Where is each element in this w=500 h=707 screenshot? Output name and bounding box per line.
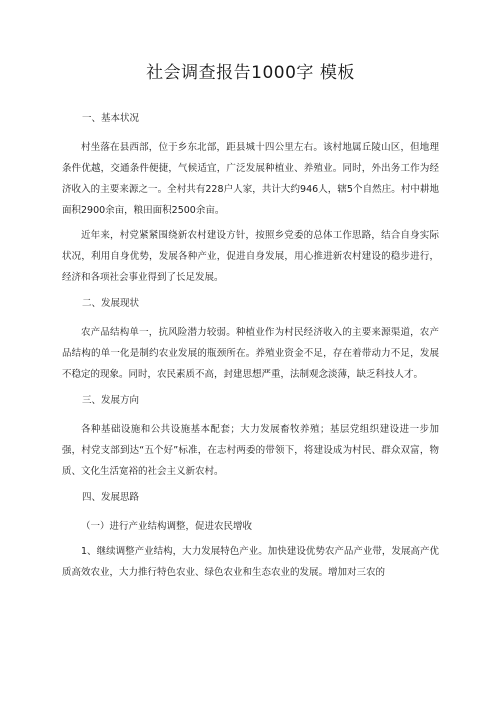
paragraph: 1、继续调整产业结构，大力发展特色产业。加快建设优势农产品产业带，发展高产优质高效农业，大力推行特色农业、绿色农业和生态农业的发展。增加对三农的 [62,546,439,578]
section-development-status [62,297,439,385]
section-heading: 一、基本状况 [82,113,140,124]
section-development-direction [62,394,439,482]
section-heading: 二、发展现状 [82,298,140,309]
document-title: 社会调查报告1000字 模板 [146,63,355,83]
paragraph: （一）进行产业结构调整，促进农民增收 [81,521,253,532]
paragraph: 村坐落在县西部，位于乡东北部，距县城十四公里左右。该村地属丘陵山区，但地理条件优越，交通条件便捷，气候适宜，广泛发展种植业、养殖业。同时，外出务工作为经济收入的主要来源之一。全村共有228户人家，共计大约946人，辖5个自然庄。村中耕地面积2900余亩，粮田面积2500余亩。 [62,142,439,216]
section-development-ideas [62,491,439,583]
paragraph: 近年来，村党紧紧围绕新农村建设方针，按照乡党委的总体工作思路，结合自身实际状况，利用自身优势，发展各种产业，促进自身发展，用心推进新农村建设的稳步进行，经济和各项社会事业得到了长足发展。 [62,230,439,283]
section-heading: 三、发展方向 [82,395,140,406]
paragraph: 各种基础设施和公共设施基本配套；大力发展畜牧养殖；基层党组织建设进一步加强，村党支部到达“五个好”标准，在志村两委的带领下，将建设成为村民、群众双富，物质、文化生活宽裕的社会主义新农村。 [62,424,439,477]
paragraph: 农产品结构单一，抗风险潜力较弱。种植业作为村民经济收入的主要来源渠道，农产品结构的单一化是制约农业发展的瓶颈所在。养殖业资金不足，存在着带动力不足，发展不稳定的现象。同时，农民素质不高，封建思想严重，法制观念淡薄，缺乏科技人才。 [62,327,439,380]
section-basic-status [62,112,439,288]
section-heading: 四、发展思路 [82,492,140,503]
